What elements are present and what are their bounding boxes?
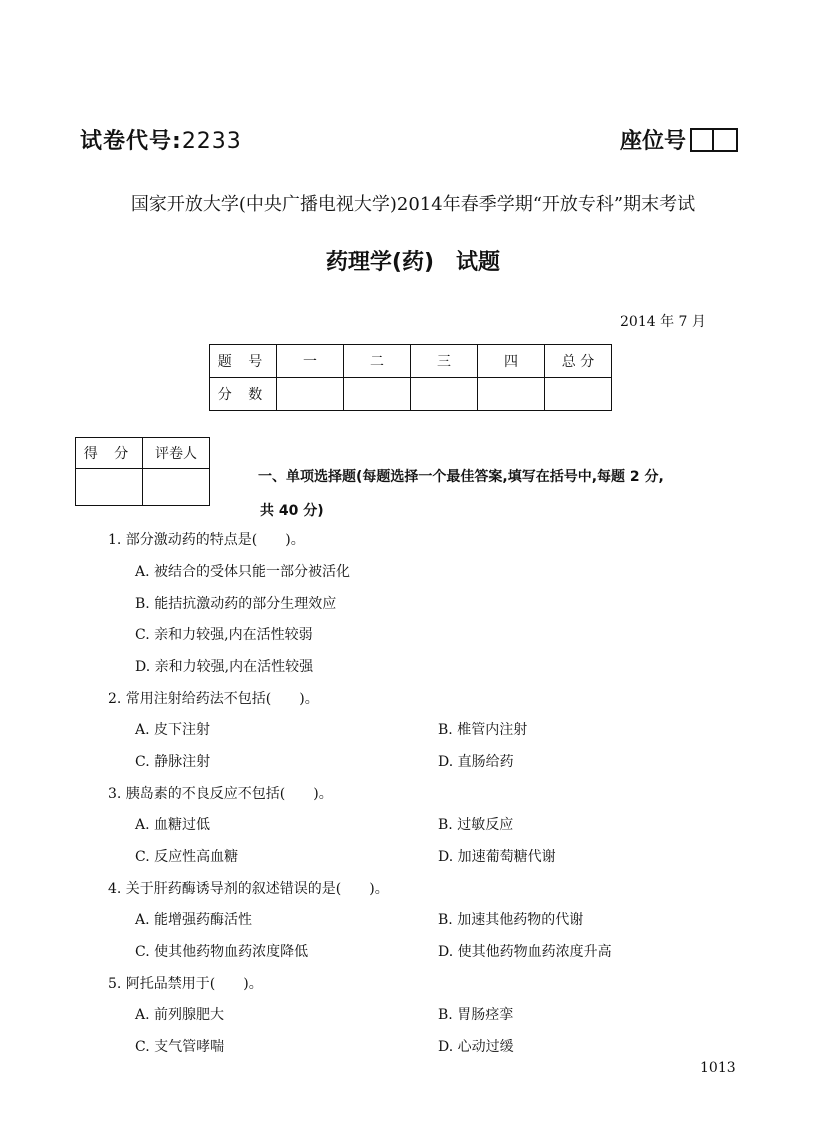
- seat-number-label: 座位号: [620, 129, 687, 154]
- question-option[interactable]: C. 使其他药物血药浓度降低: [135, 944, 309, 960]
- question-stem: 5. 阿托品禁用于( )。: [108, 976, 263, 992]
- question-option[interactable]: D. 心动过缓: [438, 1039, 514, 1055]
- grader-name-cell[interactable]: [143, 469, 210, 506]
- question-stem: 3. 胰岛素的不良反应不包括( )。: [108, 786, 333, 802]
- score-table-col: 二: [344, 345, 411, 378]
- question-option[interactable]: A. 被结合的受体只能一部分被活化: [135, 564, 351, 580]
- question-option[interactable]: B. 椎管内注射: [438, 722, 528, 738]
- seat-number-boxes: [690, 128, 738, 152]
- question-option[interactable]: B. 过敏反应: [438, 817, 514, 833]
- question-option[interactable]: C. 支气管哮喘: [135, 1039, 225, 1055]
- score-table: [209, 344, 612, 411]
- question-option[interactable]: D. 直肠给药: [438, 754, 514, 770]
- page-title: [0, 245, 826, 276]
- question-option[interactable]: A. 血糖过低: [135, 817, 211, 833]
- exam-code: [80, 124, 242, 155]
- question-stem: 4. 关于肝药酶诱导剂的叙述错误的是( )。: [108, 881, 389, 897]
- score-table-col: 三: [411, 345, 478, 378]
- score-table-col: 四: [478, 345, 545, 378]
- score-table-score-row: [210, 378, 612, 411]
- score-table-header-row: [210, 345, 612, 378]
- section-title: [258, 460, 758, 528]
- section-title-line2: 共 40 分): [260, 503, 324, 519]
- score-cell[interactable]: [344, 378, 411, 411]
- question-option[interactable]: B. 胃肠痉挛: [438, 1007, 514, 1023]
- grader-score-label: 得 分: [76, 438, 143, 469]
- seat-box[interactable]: [714, 128, 738, 152]
- score-table-row-label: 题 号: [210, 345, 277, 378]
- question-stem: 1. 部分激动药的特点是( )。: [108, 532, 305, 548]
- question-option[interactable]: A. 皮下注射: [135, 722, 211, 738]
- question-option[interactable]: C. 反应性高血糖: [135, 849, 239, 865]
- section-title-line1: 一、单项选择题(每题选择一个最佳答案,填写在括号中,每题 2 分,: [258, 469, 664, 485]
- question-option[interactable]: C. 静脉注射: [135, 754, 211, 770]
- university-line: 国家开放大学(中央广播电视大学)2014年春季学期“开放专科”期末考试: [130, 194, 696, 215]
- exam-code-number: 2233: [181, 129, 242, 154]
- seat-box[interactable]: [690, 128, 714, 152]
- seat-number: [620, 124, 738, 155]
- score-table-col: 总 分: [545, 345, 612, 378]
- question-option[interactable]: A. 能增强药酶活性: [135, 912, 253, 928]
- grader-score-cell[interactable]: [76, 469, 143, 506]
- question-stem: 2. 常用注射给药法不包括( )。: [108, 691, 319, 707]
- score-cell[interactable]: [478, 378, 545, 411]
- title-main: 药理学(药): [325, 250, 435, 275]
- grader-table-body-row: [76, 469, 210, 506]
- question-option[interactable]: B. 能拮抗激动药的部分生理效应: [135, 596, 337, 612]
- question-option[interactable]: D. 使其他药物血药浓度升高: [438, 944, 612, 960]
- score-cell[interactable]: [277, 378, 344, 411]
- question-option[interactable]: D. 加速葡萄糖代谢: [438, 849, 556, 865]
- grader-table: [75, 437, 210, 506]
- exam-date: 2014 年 7 月: [620, 314, 706, 330]
- grader-name-label: 评卷人: [143, 438, 210, 469]
- page-number: 1013: [700, 1060, 736, 1076]
- question-option[interactable]: A. 前列腺肥大: [135, 1007, 225, 1023]
- score-table-row-label: 分 数: [210, 378, 277, 411]
- question-option[interactable]: D. 亲和力较强,内在活性较强: [135, 659, 314, 675]
- score-cell[interactable]: [545, 378, 612, 411]
- grader-table-header-row: [76, 438, 210, 469]
- exam-code-label: 试卷代号:: [80, 129, 182, 154]
- question-option[interactable]: C. 亲和力较强,内在活性较弱: [135, 627, 313, 643]
- score-table-col: 一: [277, 345, 344, 378]
- title-sub: 试题: [456, 250, 501, 275]
- question-option[interactable]: B. 加速其他药物的代谢: [438, 912, 584, 928]
- score-cell[interactable]: [411, 378, 478, 411]
